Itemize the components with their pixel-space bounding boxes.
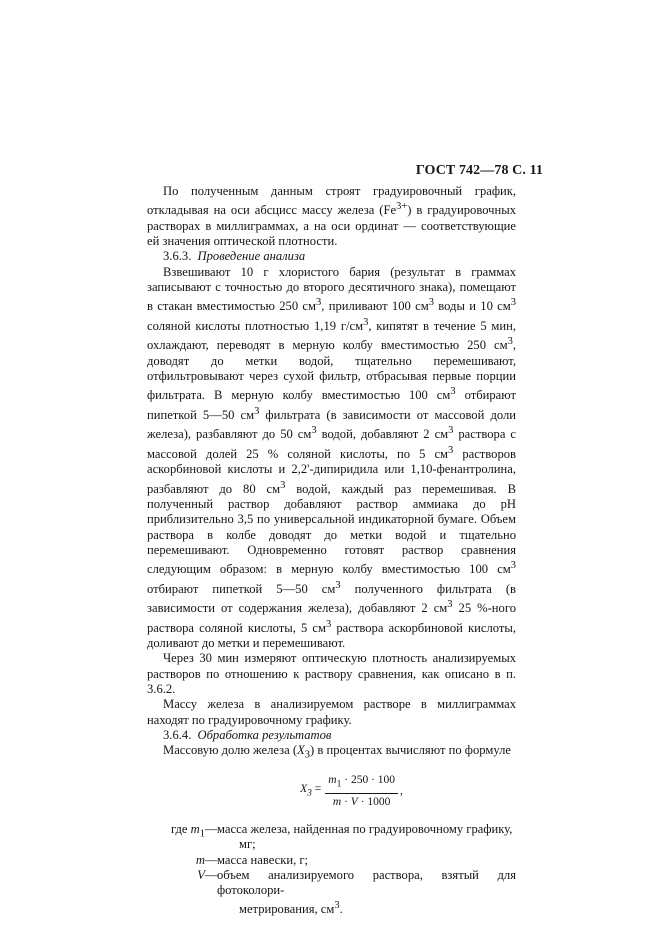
variable: V <box>197 867 205 882</box>
legend-dash: — <box>205 867 218 882</box>
procedure-paragraph <box>147 265 516 652</box>
text-run: полученного фильтрата (в зависимости от содержания железа), добавляют 2 см <box>147 581 516 616</box>
text-run: соляной кислоты плотностью 1,19 г/см <box>147 318 364 333</box>
measure-paragraph: Через 30 мин измеряют оптическую плотность анализируемых растворов по отношению к раствору сравнения, как описано в п. 3.6.2. <box>147 651 516 697</box>
calc-paragraph <box>147 743 516 763</box>
superscript: 3 <box>510 560 516 572</box>
formula-numerator <box>325 773 398 794</box>
legend-symbol <box>147 868 205 918</box>
superscript: 3 <box>280 479 286 491</box>
superscript: 3 <box>335 579 341 591</box>
text-run: фильтрата (в зависимости от массовой доли железа), разбавляют до 50 см <box>147 407 517 442</box>
section-title: Проведение анализа <box>197 249 306 264</box>
text-run: · 250 · 100 <box>341 774 396 787</box>
subscript: 1 <box>336 778 342 790</box>
legend-row <box>147 822 516 853</box>
superscript: 3 <box>316 297 322 309</box>
variable: m <box>190 821 200 836</box>
formula <box>187 773 516 810</box>
section-heading-3-6-3 <box>147 249 516 264</box>
text-run: , кипятят в течение 5 мин, охлаждают, переводят в мерную колбу вместимостью 250 см <box>147 318 517 353</box>
text-run: масса навески, г; <box>217 852 309 867</box>
formula-lhs <box>300 782 321 801</box>
legend-symbol <box>147 822 205 853</box>
text-run: 25 %-ного раствора соляной кислоты, 5 см <box>147 601 516 635</box>
variable: X <box>297 743 305 758</box>
text-run: . <box>339 902 343 917</box>
subscript: 1 <box>199 828 205 840</box>
section-heading-3-6-4 <box>147 728 516 743</box>
formula-fraction <box>325 773 398 810</box>
text-run: воды и 10 см <box>433 299 511 314</box>
text-run: , приливают 100 см <box>321 299 429 314</box>
text-run: · <box>341 795 351 808</box>
text-run: ) в процентах вычисляют по формуле <box>310 743 511 758</box>
text-run: метрирования, см <box>239 902 335 917</box>
section-title: Обработка результатов <box>197 727 332 742</box>
superscript: 3 <box>447 599 453 611</box>
variable: m <box>332 795 342 808</box>
legend-text <box>217 853 516 868</box>
formula-denominator <box>330 794 394 810</box>
legend-dash: — <box>205 821 218 836</box>
text-continuation <box>217 898 516 917</box>
subscript: 3 <box>304 749 311 761</box>
superscript: 3 <box>448 425 454 437</box>
intro-text: По полученным данным строят градуировочный график, откладывая на оси абсцисс массу железа ( <box>147 184 516 218</box>
variable: m <box>195 852 205 867</box>
legend-text <box>217 868 516 918</box>
section-number: 3.6.4. <box>163 727 192 742</box>
superscript: 3 <box>334 900 340 912</box>
legend-text <box>217 822 516 853</box>
iron-ion: Fe <box>383 203 397 218</box>
superscript: 3 <box>254 405 260 417</box>
text-run: масса железа, найденная по градуировочному графику, <box>217 821 513 836</box>
superscript: 3 <box>326 618 332 630</box>
text-run: · 1000 <box>357 795 391 808</box>
legend-row <box>147 853 516 868</box>
formula-comma: , <box>400 784 403 797</box>
text-run: раствора аскорбиновой кислоты, доливают до метки и перемешивают. <box>147 620 517 651</box>
superscript: 3 <box>450 386 456 398</box>
text-run: Взвешивают 10 г хлористого бария (результат в граммах записывают с точностью до второго десятичного знака), помещают в стакан вместимостью 250 см <box>147 264 516 314</box>
page-body <box>147 184 516 918</box>
text-run: отбирают пипеткой 5—50 см <box>147 581 336 596</box>
text-run: Массовую долю железа ( <box>163 743 298 758</box>
where-word: где <box>170 821 191 836</box>
mass-paragraph: Массу железа в анализируемом растворе в миллиграммах находят по градуировочному графику. <box>147 697 516 727</box>
text-run: , доводят до метки водой, тщательно перемешивают, отфильтровывают через сухой фильтр, отбрасывая первые порции фильтрата. В мерную колбу вместимостью 100 см <box>147 338 516 403</box>
equals-sign: = <box>311 783 322 796</box>
variable: X <box>300 783 308 796</box>
legend-row <box>147 868 516 918</box>
section-number: 3.6.3. <box>163 249 192 264</box>
variable: m <box>328 774 337 787</box>
page-header: ГОСТ 742—78 С. 11 <box>415 163 543 178</box>
superscript: 3 <box>448 444 454 456</box>
superscript: 3 <box>428 297 434 309</box>
superscript: 3 <box>510 297 516 309</box>
text-run: растворов аскорбиновой кислоты и 2,2'-дипиридила или 1,10-фенантролина, разбавляют до 80 см <box>147 446 517 496</box>
text-continuation: мг; <box>239 837 256 852</box>
superscript: 3 <box>311 425 317 437</box>
superscript: 3 <box>363 316 369 328</box>
text-run: водой, добавляют 2 см <box>316 427 449 442</box>
superscript: 3 <box>507 336 513 348</box>
variable: V <box>350 795 358 808</box>
text-run: раствора с массовой долей 25 % соляной кислоты, по 5 см <box>147 427 516 461</box>
subscript: 3 <box>307 787 312 799</box>
text-run: отбирают пипеткой 5—50 см <box>147 388 516 422</box>
intro-paragraph <box>147 184 516 249</box>
variable-legend <box>147 822 516 918</box>
ion-charge: 3+ <box>396 201 408 213</box>
text-run: объем анализируемого раствора, взятый для фотоколори- <box>217 867 516 898</box>
text-run: водой, каждый раз перемешивая. В полученный раствор добавляют раствор аммиака до рН приблизительно 3,5 по универсальной индикаторной бумаге. Объем раствора в колбе доводят до метки водой и тщательно перемешивают. Одновременно готовят раствор сравнения следующим образом: в мерную колбу вместимостью 100 см <box>147 481 516 577</box>
legend-symbol <box>147 853 205 868</box>
legend-dash: — <box>205 852 218 867</box>
intro-text-end: ) в градуировочных растворах в миллиграммах, а на оси ординат — соответствующие ей значения оптической плотности. <box>147 203 516 249</box>
